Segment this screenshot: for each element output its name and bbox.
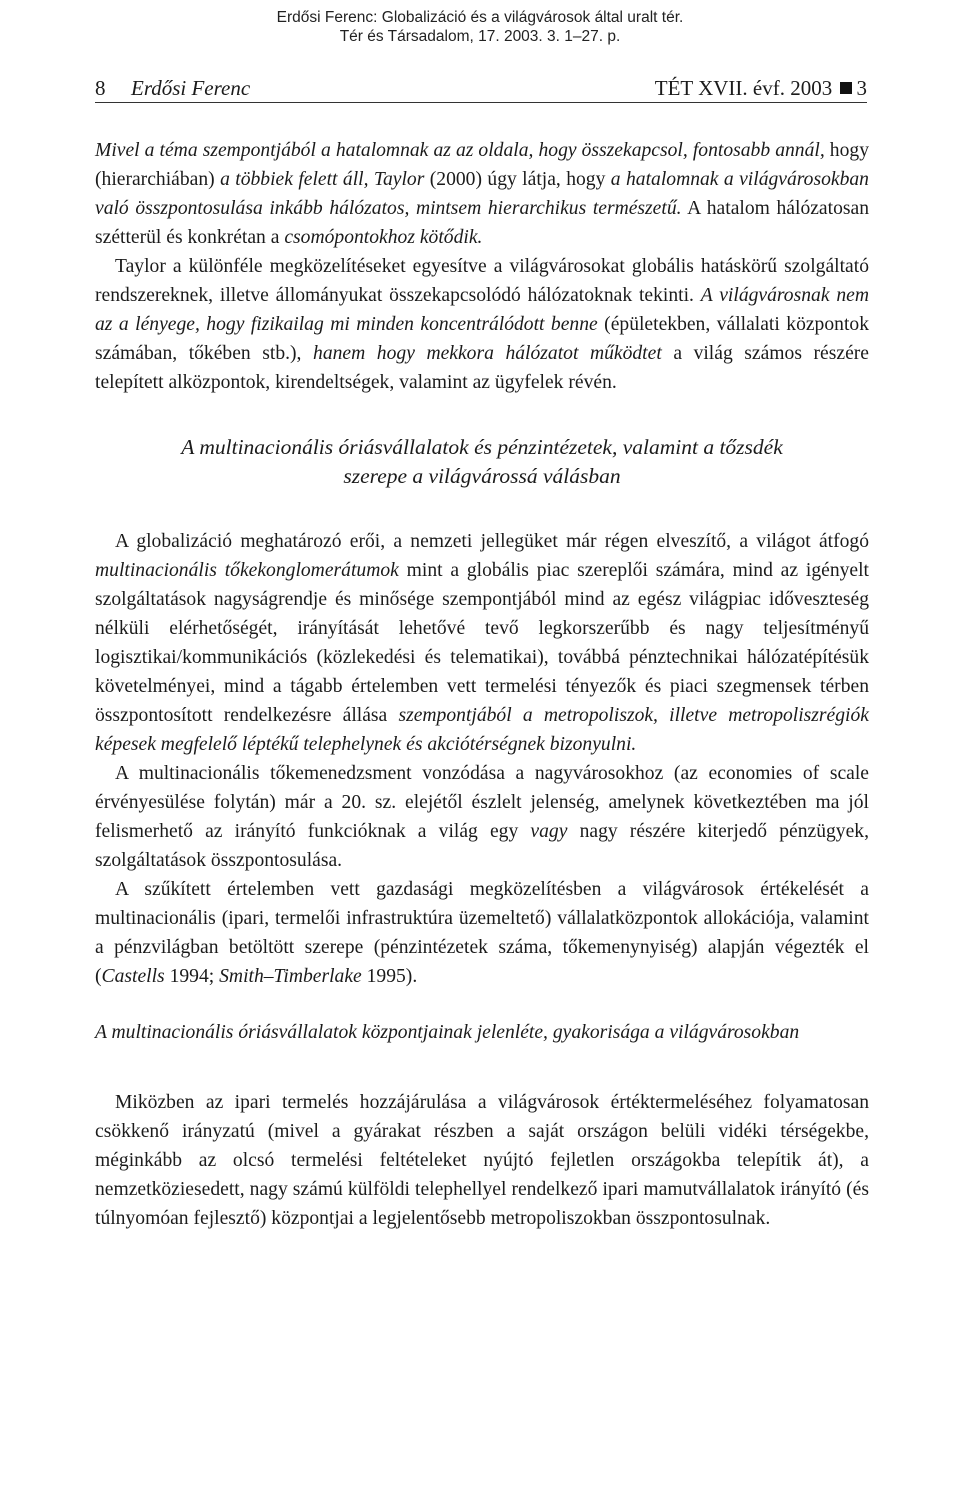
- text: Taylor a különféle megközelítéseket egyesítve a világvárosokat globális hatáskörű szolgáltató rendszereknek, illetve állományukat összekapcsolódó hálózatoknak tekinti.: [95, 256, 869, 306]
- text-italic: csomópontokhoz kötődik.: [284, 227, 483, 248]
- text: 1994;: [164, 966, 220, 987]
- text: A globalizáció meghatározó erői, a nemzeti jellegüket már régen elveszítő, a világot átfogó: [115, 531, 869, 552]
- source-line-2: Tér és Társadalom, 17. 2003. 3. 1–27. p.: [339, 28, 621, 45]
- paragraph-economic-approach: [95, 875, 869, 991]
- running-header: [95, 76, 867, 103]
- text-italic: Taylor: [373, 169, 425, 190]
- article-body: [95, 136, 869, 1233]
- text-italic: hanem hogy mekkora hálózatot működtet: [313, 343, 662, 364]
- subsection-heading-headquarters: A multinacionális óriásvállalatok központjainak jelenléte, gyakorisága a világvárosokban: [95, 1022, 800, 1043]
- running-author: Erdősi Ferenc: [131, 76, 251, 100]
- section-heading-line-1: A multinacionális óriásvállalatok és pénzintézetek, valamint a tőzsdék: [181, 435, 783, 459]
- text-italic: szempontjából a metropoliszok, illetve metropoliszrégiók képesek megfelelő léptékű telephelynek és akciótérségnek bizonyulni.: [95, 705, 869, 755]
- text: nagy részére kiterjedő pénzügyek, szolgáltatások összpontosulása.: [95, 821, 869, 871]
- text-italic: multinacionális tőkekonglomerátumok: [95, 560, 399, 581]
- journal-info: [655, 76, 867, 101]
- section-heading-multinationals: [95, 433, 869, 491]
- paragraph-industrial-headquarters: Miközben az ipari termelés hozzájárulása a világvárosok értéktermeléséhez folyamatosan csökkenő irányzatú (mivel a gyárakat részben a saját országon belüli vidéki térségekbe, méginkább az olcsó termelési feltételeket nyújtó fejletlen országokba telepítik át), a nemzetköziesedett, nagy számú külföldi telephellyel rendelkező ipari mamutvállalatok irányító (és túlnyomóan fejlesztő) központjai a legjelentősebb metropoliszokban összpontosulnak.: [95, 1092, 869, 1229]
- text: A szűkített értelemben vett gazdasági megközelítésben a világvárosok értékelését a multinacionális (ipari, termelői infrastruktúra üzemeltető) vállalatközpontok allokációja, valamint a pénzvilágban betöltött szerepe (pénzintézetek száma, tőkemenynyiség) alapján végezték el (: [95, 879, 869, 987]
- text: (épületekben, vállalati központok számában, tőkében stb.),: [95, 314, 869, 364]
- text: A hatalom hálózatosan szétterül és konkrétan a: [95, 198, 869, 248]
- text-italic: a többiek felett áll,: [220, 169, 369, 190]
- text: 1995).: [361, 966, 418, 987]
- text-italic: a hatalomnak a világvárosokban való összpontosulása inkább hálózatos, mintsem hierarchikus természetű.: [95, 169, 869, 219]
- page-number: 8: [95, 76, 106, 100]
- paragraph-globalization-forces: [95, 527, 869, 759]
- text-italic: Mivel a téma szempontjából a hatalomnak az az oldala, hogy összekapcsol, fontosabb annál,: [95, 140, 825, 161]
- text: (2000) úgy látja, hogy: [424, 169, 611, 190]
- text: hogy (hierarchiában): [95, 140, 869, 190]
- text: mint a globális piac szereplői számára, mind az igényelt szolgáltatások nagyságrendje és minősége szempontjából mind az egész világpiac időveszteség nélküli elérhetőségét, irányítását lehetővé tevő legkorszerűbb és nagy teljesítményű logisztikai/kommunikációs (közlekedési és telematikai), továbbá pénztechnikai hálózatépítésük követelményei, mind a tágabb értelemben vett termelési tényezők és piaci szegmensek térben összpontosított rendelkezésre állása: [95, 560, 869, 726]
- section-heading-line-2: szerepe a világvárossá válásban: [343, 464, 621, 488]
- source-line-1: Erdősi Ferenc: Globalizáció és a világvárosok által uralt tér.: [276, 9, 684, 26]
- paragraph-power-networks: [95, 136, 869, 252]
- journal-volume: TÉT XVII. évf. 2003: [654, 76, 833, 100]
- text-italic: A világvárosnak nem az a lényege, hogy fizikailag mi minden koncentrálódott benne: [95, 285, 869, 335]
- text-italic: Smith–Timberlake: [219, 966, 362, 987]
- text-italic: vagy: [530, 821, 568, 842]
- paragraph-capital-management: [95, 759, 869, 875]
- source-citation: [0, 8, 960, 46]
- text: A multinacionális tőkemenedzsment vonzódása a nagyvárosokhoz (az economies of scale érvényesülése folytán) már a 20. sz. elejétől észlelt jelenség, amelynek következtében ma jól felismerhető az irányító funkcióknak a világ egy: [95, 763, 869, 842]
- journal-issue: 3: [856, 76, 867, 100]
- square-bullet-icon: [840, 82, 852, 94]
- text: a világ számos részére telepített alközpontok, kirendeltségek, valamint az ügyfelek révén.: [95, 343, 869, 393]
- text-italic: Castells: [101, 966, 165, 987]
- paragraph-taylor: [95, 252, 869, 397]
